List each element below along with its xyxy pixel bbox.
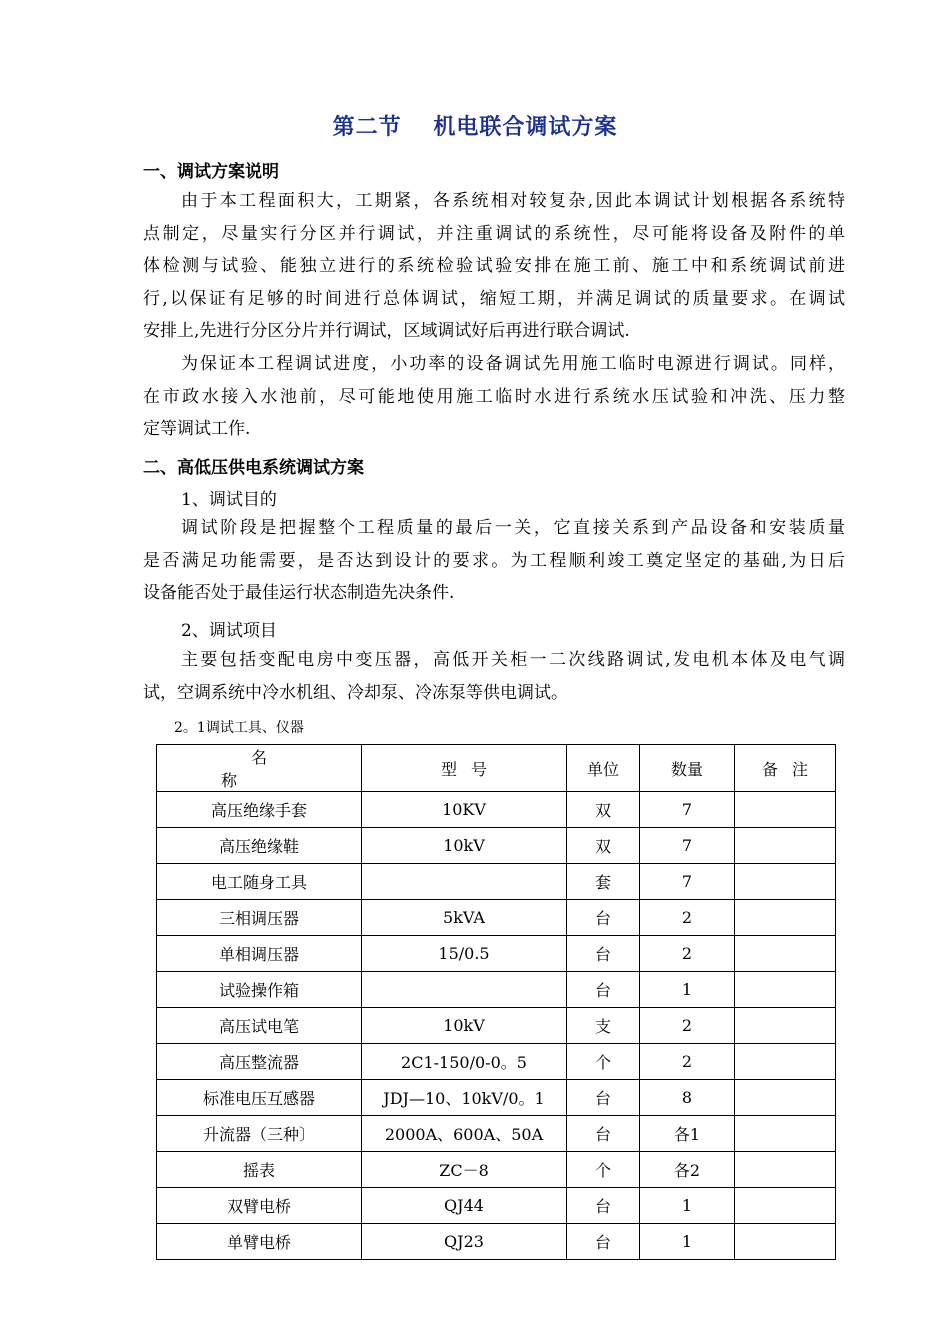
- table-row: [157, 1080, 836, 1116]
- cell-model: 5kVA: [362, 900, 567, 936]
- cell-remarks: [735, 900, 836, 936]
- table-header-row: [157, 745, 836, 792]
- cell-remarks: [735, 1188, 836, 1224]
- cell-unit: 双: [567, 792, 640, 828]
- cell-quantity: 1: [640, 1188, 735, 1224]
- cell-remarks: [735, 936, 836, 972]
- cell-unit: 台: [567, 1188, 640, 1224]
- cell-quantity: 2: [640, 936, 735, 972]
- section2-paragraph-purpose: [143, 512, 845, 610]
- cell-model: QJ44: [362, 1188, 567, 1224]
- header-unit: 单位: [567, 745, 640, 792]
- section2-paragraph-items: [143, 644, 845, 709]
- table-caption: 2。1调试工具、仪器: [174, 720, 304, 736]
- cell-unit: 台: [567, 972, 640, 1008]
- cell-quantity: 8: [640, 1080, 735, 1116]
- cell-name: 电工随身工具: [157, 864, 362, 900]
- cell-remarks: [735, 1008, 836, 1044]
- cell-remarks: [735, 864, 836, 900]
- cell-unit: 台: [567, 1224, 640, 1260]
- cell-unit: 个: [567, 1152, 640, 1188]
- section1-paragraph-2: [143, 348, 845, 446]
- cell-unit: 台: [567, 1116, 640, 1152]
- table-row: [157, 1152, 836, 1188]
- cell-model: QJ23: [362, 1224, 567, 1260]
- header-model: 型号: [362, 745, 567, 792]
- cell-model: 2C1-150/0-0。5: [362, 1044, 567, 1080]
- header-quantity: 数量: [640, 745, 735, 792]
- cell-model: 15/0.5: [362, 936, 567, 972]
- cell-name: 双臂电桥: [157, 1188, 362, 1224]
- page-title: 第二节 机电联合调试方案: [332, 115, 618, 140]
- text-line: 调试阶段是把握整个工程质量的最后一关，它直接关系到产品设备和安装质量: [181, 518, 845, 538]
- cell-unit: 支: [567, 1008, 640, 1044]
- cell-remarks: [735, 792, 836, 828]
- table-row: [157, 1188, 836, 1224]
- cell-unit: 个: [567, 1044, 640, 1080]
- cell-name: 升流器（三种〕: [157, 1116, 362, 1152]
- section2-heading: 二、高低压供电系统调试方案: [143, 458, 364, 478]
- cell-remarks: [735, 972, 836, 1008]
- cell-name: 高压绝缘鞋: [157, 828, 362, 864]
- text-line: 行,以保证有足够的时间进行总体调试，缩短工期，并满足调试的质量要求。在调试: [143, 288, 845, 309]
- table-row: [157, 864, 836, 900]
- cell-quantity: 各2: [640, 1152, 735, 1188]
- cell-model: ZC－8: [362, 1152, 567, 1188]
- cell-remarks: [735, 1152, 836, 1188]
- cell-name: 试验操作箱: [157, 972, 362, 1008]
- table-row: [157, 1044, 836, 1080]
- cell-remarks: [735, 1116, 836, 1152]
- cell-model: [362, 864, 567, 900]
- cell-quantity: 7: [640, 864, 735, 900]
- section1-paragraph-1: [143, 185, 845, 348]
- table-row: [157, 1008, 836, 1044]
- cell-name: 高压绝缘手套: [157, 792, 362, 828]
- cell-quantity: 1: [640, 972, 735, 1008]
- cell-quantity: 7: [640, 828, 735, 864]
- text-line: 试，空调系统中冷水机组、冷却泵、冷冻泵等供电调试。: [143, 682, 568, 703]
- cell-quantity: 2: [640, 900, 735, 936]
- text-line: 主要包括变配电房中变压器，高低开关柜一二次线路调试,发电机本体及电气调: [181, 650, 845, 670]
- tools-table: [156, 744, 836, 1260]
- cell-name: 单臂电桥: [157, 1224, 362, 1260]
- header-remarks: 备注: [735, 745, 836, 792]
- table-row: [157, 900, 836, 936]
- cell-name: 三相调压器: [157, 900, 362, 936]
- subsection-items: 2、调试项目: [181, 621, 277, 641]
- cell-unit: 双: [567, 828, 640, 864]
- text-line: 在市政水接入水池前，尽可能地使用施工临时水进行系统水压试验和冲洗、压力整: [143, 386, 845, 407]
- text-line: 设备能否处于最佳运行状态制造先决条件.: [143, 583, 455, 603]
- cell-remarks: [735, 1224, 836, 1260]
- cell-remarks: [735, 1044, 836, 1080]
- text-line: 由于本工程面积大，工期紧，各系统相对较复杂,因此本调试计划根据各系统特: [181, 191, 845, 211]
- cell-quantity: 2: [640, 1044, 735, 1080]
- cell-name: 标准电压互感器: [157, 1080, 362, 1116]
- table-row: [157, 792, 836, 828]
- text-line: 定等调试工作.: [143, 419, 251, 439]
- cell-quantity: 各1: [640, 1116, 735, 1152]
- text-line: 安排上,先进行分区分片并行调试，区域调试好后再进行联合调试.: [143, 321, 630, 341]
- cell-unit: 台: [567, 1080, 640, 1116]
- cell-name: 单相调压器: [157, 936, 362, 972]
- text-line: 是否满足功能需要，是否达到设计的要求。为工程顺利竣工奠定坚定的基础,为日后: [143, 550, 845, 571]
- cell-name: 高压整流器: [157, 1044, 362, 1080]
- cell-model: 10kV: [362, 1008, 567, 1044]
- cell-model: [362, 972, 567, 1008]
- cell-remarks: [735, 1080, 836, 1116]
- text-line: 为保证本工程调试进度，小功率的设备调试先用施工临时电源进行调试。同样，: [181, 354, 845, 374]
- cell-unit: 套: [567, 864, 640, 900]
- section1-heading: 一、调试方案说明: [143, 162, 279, 182]
- table-row: [157, 828, 836, 864]
- table-row: [157, 972, 836, 1008]
- cell-name: 摇表: [157, 1152, 362, 1188]
- cell-name: 高压试电笔: [157, 1008, 362, 1044]
- cell-remarks: [735, 828, 836, 864]
- cell-model: 2000A、600A、50A: [362, 1116, 567, 1152]
- cell-quantity: 7: [640, 792, 735, 828]
- header-name: 名称: [157, 745, 362, 792]
- cell-unit: 台: [567, 900, 640, 936]
- text-line: 体检测与试验、能独立进行的系统检验试验安排在施工前、施工中和系统调试前进: [143, 256, 845, 276]
- cell-model: JDJ—10、10kV/0。1: [362, 1080, 567, 1116]
- table-row: [157, 1224, 836, 1260]
- table-row: [157, 1116, 836, 1152]
- subsection-purpose: 1、调试目的: [181, 490, 277, 510]
- cell-unit: 台: [567, 936, 640, 972]
- table-row: [157, 936, 836, 972]
- text-line: 点制定，尽量实行分区并行调试，并注重调试的系统性，尽可能将设备及附件的单: [143, 223, 845, 244]
- cell-model: 10KV: [362, 792, 567, 828]
- cell-quantity: 2: [640, 1008, 735, 1044]
- cell-quantity: 1: [640, 1224, 735, 1260]
- cell-model: 10kV: [362, 828, 567, 864]
